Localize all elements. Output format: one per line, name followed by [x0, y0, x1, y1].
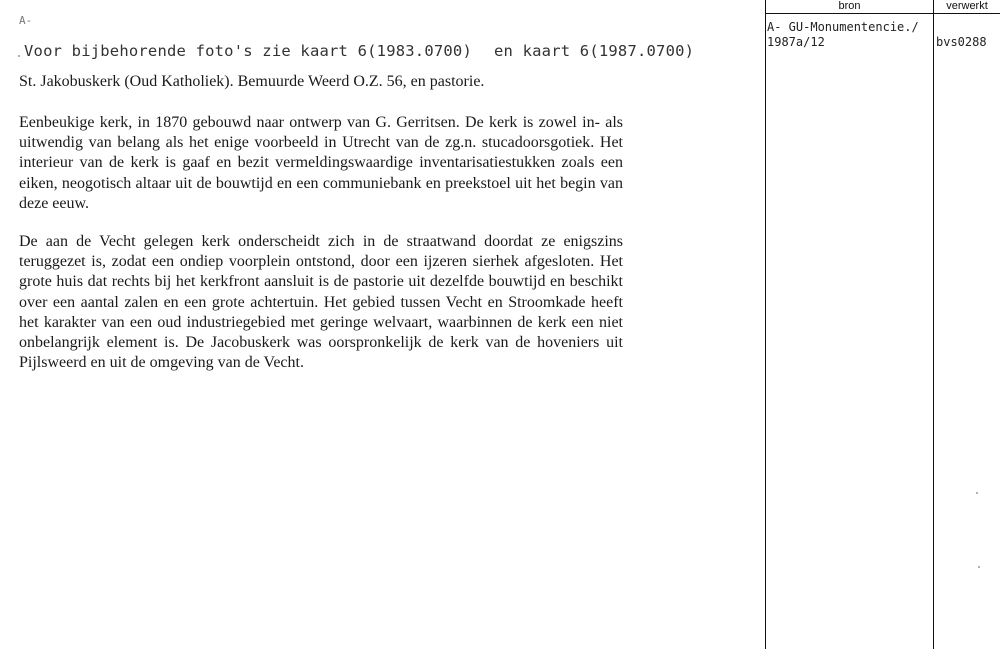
- photo-reference-part-2: en kaart 6(1987.0700): [494, 42, 695, 60]
- paragraph-description: Eenbeukige kerk, in 1870 gebouwd naar ontwerp van G. Gerritsen. De kerk is zowel in- als uitwendig van belang als het enige voorbeeld in Utrecht van de zg.n. stucadoorsgotiek. Het interieur van de kerk is gaaf en bezit vermeldingswaardige inventarisatiestukken zoals een eiken, neogotisch altaar uit de bouwtijd en een communiebank en preekstoel uit het begin van deze eeuw.: [19, 114, 623, 212]
- verwerkt-cell-value: bvs0288: [936, 35, 987, 49]
- scan-speck: [976, 492, 978, 494]
- photo-reference-part-1: Voor bijbehorende foto's zie kaart 6(1983.0700): [24, 42, 472, 60]
- document-heading: St. Jakobuskerk (Oud Katholiek). Bemuurde Weerd O.Z. 56, en pastorie.: [19, 73, 485, 90]
- corner-label: A-: [19, 14, 33, 27]
- table-border-left: [765, 0, 766, 649]
- paragraph-context: De aan de Vecht gelegen kerk onderscheidt zich in de straatwand doordat ze enigszins teruggezet is, zodat een ondiep voorplein ontstond, door een ijzeren sierhek afgesloten. Het grote huis dat rechts bij het kerkfront aansluit is de pastorie uit dezelfde bouwtijd en beschikt over een aantal zalen en een grote achtertuin. Het gebied tussen Vecht en Stroomkade heeft het karakter van een oud industriegebied met geringe welvaart, waarbinnen de kerk een niet onbelangrijk element is. De Jacobuskerk was oorspronkelijk de kerk van de hoveniers uit Pijlsweerd en uit de omgeving van de Vecht.: [19, 233, 623, 372]
- bron-cell-value: A- GU-Monumentencie./ 1987a/12: [767, 20, 919, 49]
- column-header-verwerkt: verwerkt: [946, 0, 988, 12]
- scan-speck: [978, 566, 980, 568]
- table-header-rule: [765, 13, 1000, 14]
- table-column-divider: [933, 0, 934, 649]
- photo-reference-line: [24, 42, 694, 60]
- column-header-bron: bron: [838, 0, 861, 12]
- scan-speck: [18, 55, 20, 57]
